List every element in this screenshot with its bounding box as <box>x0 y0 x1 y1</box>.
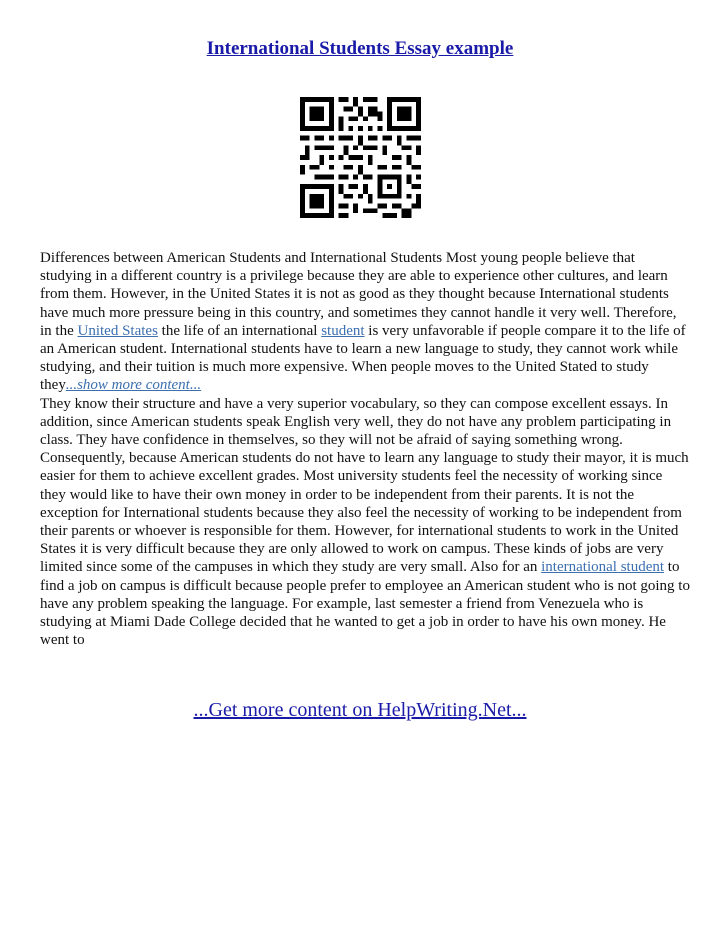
show-more-link[interactable]: ...show more content... <box>65 377 202 394</box>
paragraph-text: They know their structure and have a very superior vocabulary, so they can compose excellent essays. In addition, since American students speak English very well, they do not have any problem participating in class. They have confidence in themselves, so they will not be afraid of saying something wrong. Consequently, because American students do not have to learn any language to study their mayor, it is much easier for them to achieve excellent grades. Most university students feel the necessity of working since they would like to have their own money in order to be independent from their parents. It is not the exception for International students because they also feel the necessity of working to be independent from their parents or whoever is responsible for them. However, for international students to work in the United States it is very difficult because they are only allowed to work on campus. These kinds of jobs are very limited since some of the campuses in which they study are very small. Also for an <box>40 395 689 576</box>
paragraph-text: Differences between American Students and International Students Most young people believe that studying in a different country is a privilege because they are able to experience other cultures, and learn from them. However, in the United States it is not as good as they thought because International students have much more pressure being in this country, and sometimes they cannot handle it very well. Therefore, in the <box>40 250 677 339</box>
essay-paragraph-1 <box>40 249 690 395</box>
footer <box>0 699 720 722</box>
paragraph-text: to find a job on campus is difficult because people prefer to employee an American student who is not going to have any problem speaking the language. For example, last semester a friend from Venezuela who is studying at Miami Dade College decided that he wanted to get a job in order to have his own money. He went to <box>40 559 690 649</box>
paragraph-text: is very unfavorable if people compare it to the life of an American student. International students have to learn a new language to study, they cannot work while studying, and their tuition is much more expensive. When people moves to the United Stated to study they <box>40 322 686 394</box>
get-more-content-link[interactable]: ...Get more content on HelpWriting.Net... <box>193 699 527 721</box>
essay-paragraph-2 <box>40 395 690 650</box>
united-states-link[interactable]: United States <box>77 322 158 339</box>
page-title <box>0 38 720 60</box>
student-link[interactable]: student <box>321 322 365 339</box>
international-student-link[interactable]: international student <box>541 559 665 576</box>
paragraph-text: the life of an international <box>157 322 322 339</box>
qr-code-icon <box>300 97 421 218</box>
title-link[interactable]: International Students Essay example <box>206 38 514 59</box>
essay-body <box>40 249 690 649</box>
